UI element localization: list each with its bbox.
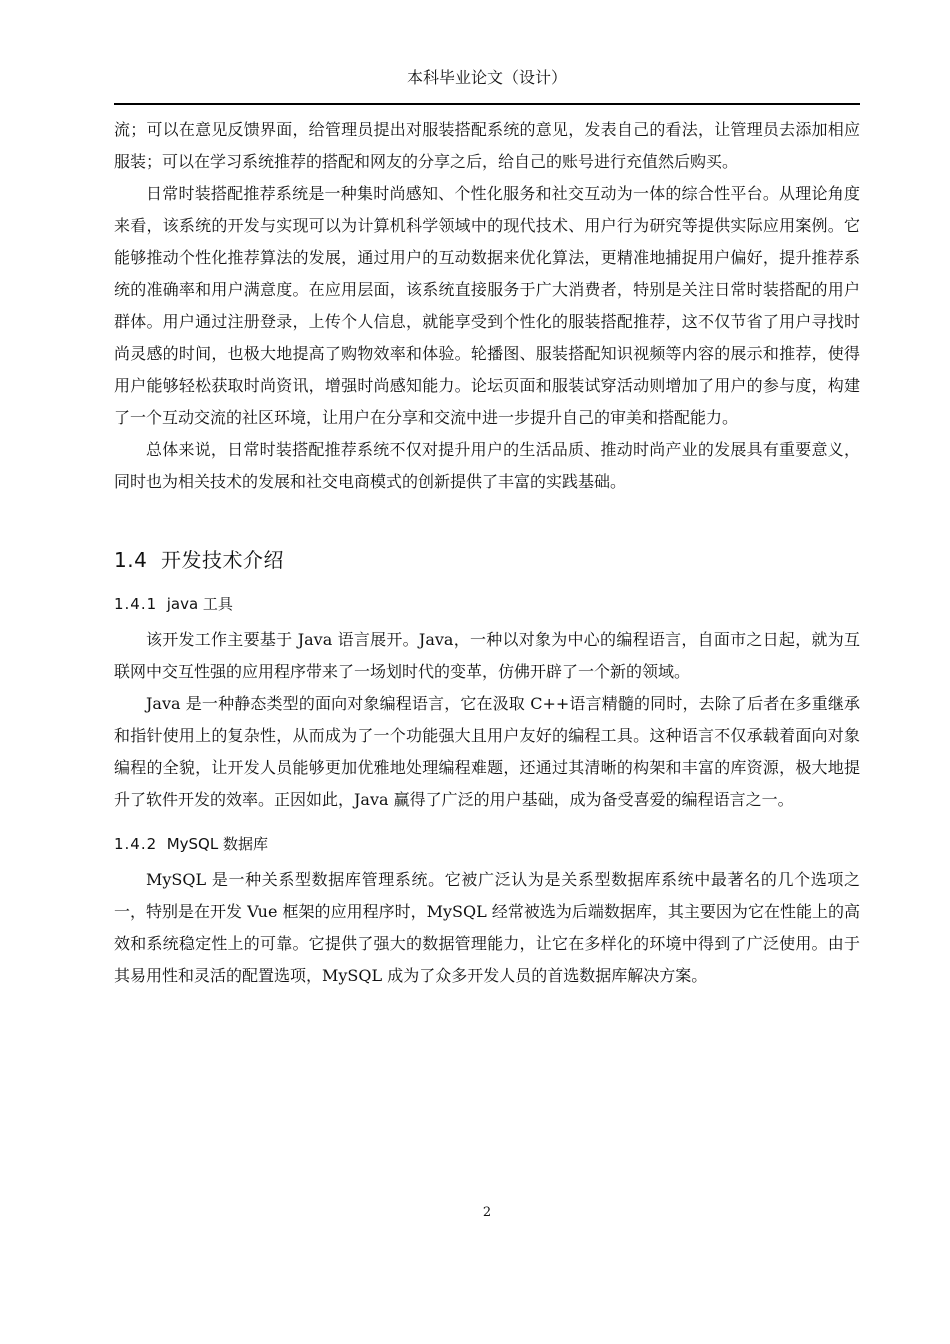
subsection-number-java: 1.4.1: [114, 595, 158, 613]
page-body: [114, 114, 860, 992]
paragraph-mysql: MySQL 是一种关系型数据库管理系统。它被广泛认为是关系型数据库系统中最著名的几个选项之一，特别是在开发 Vue 框架的应用程序时，MySQL 经常被选为后端数据库，其主要因为它在性能上的高效和系统稳定性上的可靠。它提供了强大的数据管理能力，让它在多样化的环境中得到了广泛使用。由于其易用性和灵活的配置选项，MySQL 成为了众多开发人员的首选数据库解决方案。: [114, 870, 860, 985]
subsection-title-java: java 工具: [166, 595, 233, 613]
header-rule: [114, 103, 860, 105]
section-heading: [114, 544, 860, 576]
page-number: 2: [482, 1205, 492, 1220]
paragraph-java-intro: 该开发工作主要基于 Java 语言展开。Java，一种以对象为中心的编程语言，自面市之日起，就为互联网中交互性强的应用程序带来了一场划时代的变革，仿佛开辟了一个新的领域。: [114, 630, 860, 681]
paragraph-system-overview: 日常时装搭配推荐系统是一种集时尚感知、个性化服务和社交互动为一体的综合性平台。从理论角度来看，该系统的开发与实现可以为计算机科学领域中的现代技术、用户行为研究等提供实际应用案例。它能够推动个性化推荐算法的发展，通过用户的互动数据来优化算法，更精准地捕捉用户偏好，提升推荐系统的准确率和用户满意度。在应用层面，该系统直接服务于广大消费者，特别是关注日常时装搭配的用户群体。用户通过注册登录，上传个人信息，就能享受到个性化的服装搭配推荐，这不仅节省了用户寻找时尚灵感的时间，也极大地提高了购物效率和体验。轮播图、服装搭配知识视频等内容的展示和推荐，使得用户能够轻松获取时尚资讯，增强时尚感知能力。论坛页面和服装试穿活动则增加了用户的参与度，构建了一个互动交流的社区环境，让用户在分享和交流中进一步提升自己的审美和搭配能力。: [114, 184, 860, 427]
subsection-heading-mysql: [114, 830, 860, 858]
paragraph-continuation: 流；可以在意见反馈界面，给管理员提出对服装搭配系统的意见，发表自己的看法，让管理员去添加相应服装；可以在学习系统推荐的搭配和网友的分享之后，给自己的账号进行充值然后购买。: [114, 120, 860, 171]
paragraph-java-details: Java 是一种静态类型的面向对象编程语言，它在汲取 C++语言精髓的同时，去除了后者在多重继承和指针使用上的复杂性，从而成为了一个功能强大且用户友好的编程工具。这种语言不仅承载着面向对象编程的全貌，让开发人员能够更加优雅地处理编程难题，还通过其清晰的构架和丰富的库资源，极大地提升了软件开发的效率。正因如此，Java 赢得了广泛的用户基础，成为备受喜爱的编程语言之一。: [114, 694, 860, 809]
section-title: 开发技术介绍: [161, 548, 285, 572]
paragraph-summary: 总体来说，日常时装搭配推荐系统不仅对提升用户的生活品质、推动时尚产业的发展具有重要意义，同时也为相关技术的发展和社交电商模式的创新提供了丰富的实践基础。: [114, 440, 860, 491]
subsection-number-mysql: 1.4.2: [114, 835, 158, 853]
subsection-heading-java: [114, 590, 860, 618]
subsection-title-mysql: MySQL 数据库: [166, 835, 268, 853]
section-number: 1.4: [114, 548, 148, 572]
page-header-title: 本科毕业论文（设计）: [406, 68, 567, 87]
